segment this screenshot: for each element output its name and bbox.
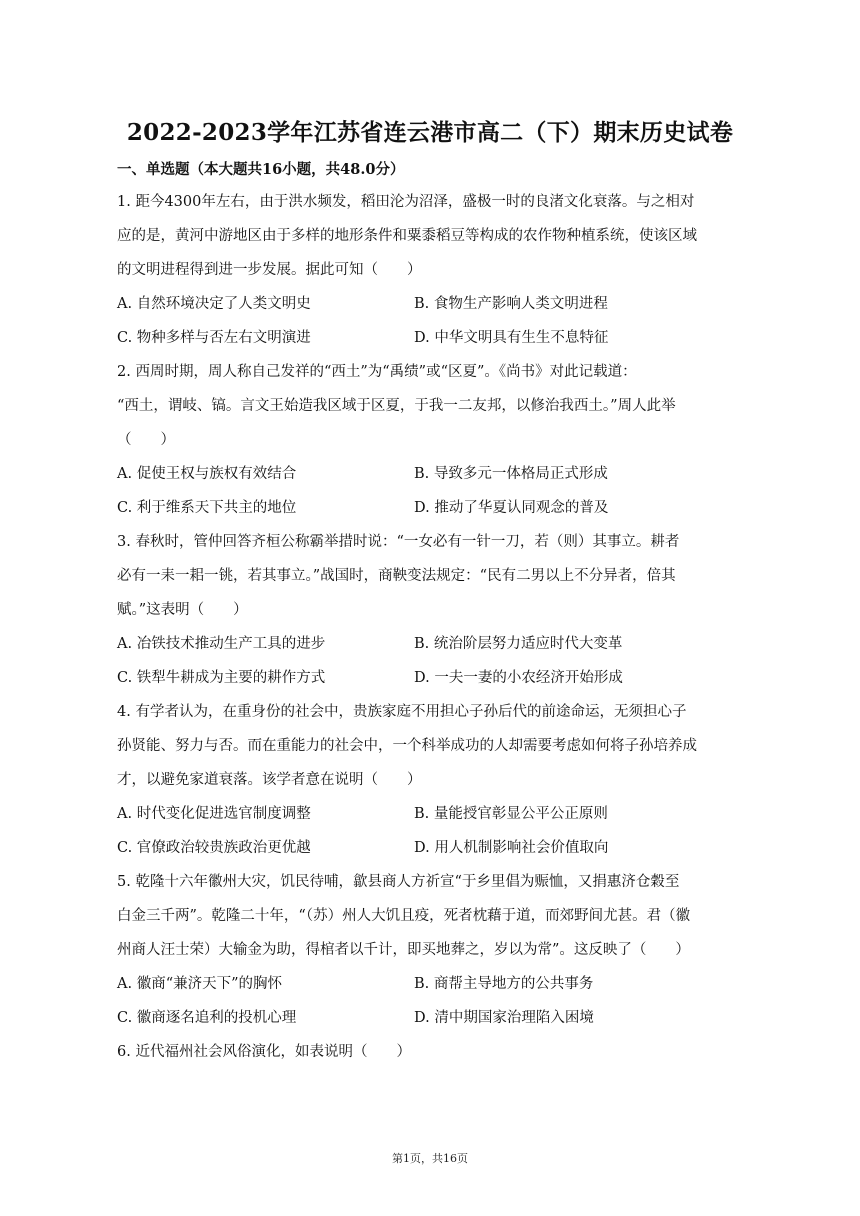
question-4-option-d: D. 用人机制影响社会价值取向: [414, 840, 609, 856]
question-6-line-1: 6. 近代福州社会风俗演化，如表说明（ ）: [117, 1044, 411, 1060]
question-1-line-1: 1. 距今4300年左右，由于洪水频发，稻田沦为沼泽，盛极一时的良渚文化衰落。与之相对: [117, 194, 695, 210]
question-1-option-b: B. 食物生产影响人类文明进程: [414, 296, 608, 312]
question-5-line-2: 白金三千两”。乾隆二十年，“（苏）州人大饥且疫，死者枕藉于道，而郊野间尤甚。君（徽: [117, 908, 691, 924]
question-5-line-1: 5. 乾隆十六年徽州大灾，饥民待哺，歙县商人方祈宣“于乡里倡为赈恤，又捐惠济仓穀至: [117, 874, 680, 890]
question-2-option-c: C. 利于维系天下共主的地位: [117, 500, 297, 516]
question-2-line-1: 2. 西周时期，周人称自己发祥的“西土”为“禹绩”或“区夏”。《尚书》对此记载道：: [117, 364, 637, 380]
question-4-option-a: A. 时代变化促进选官制度调整: [117, 806, 311, 822]
question-3-line-1: 3. 春秋时，管仲回答齐桓公称霸举措时说：“一女必有一针一刀，若（则）其事立。耕者: [117, 534, 680, 550]
question-2-line-3: （ ）: [117, 432, 175, 448]
page-footer: 第1页，共16页: [392, 1152, 468, 1165]
question-1-line-3: 的文明进程得到进一步发展。据此可知（ ）: [117, 262, 422, 278]
question-3-option-d: D. 一夫一妻的小农经济开始形成: [414, 670, 623, 686]
question-1-line-2: 应的是，黄河中游地区由于多样的地形条件和粟黍稻豆等构成的农作物种植系统，使该区域: [117, 228, 697, 244]
question-4-option-b: B. 量能授官彰显公平公正原则: [414, 806, 608, 822]
question-4-option-c: C. 官僚政治较贵族政治更优越: [117, 840, 311, 856]
question-2-line-2: “西土，谓岐、镐。言文王始造我区域于区夏，于我一二友邦，以修治我西土。”周人此举: [117, 398, 676, 414]
question-2-option-b: B. 导致多元一体格局正式形成: [414, 466, 608, 482]
question-1-option-c: C. 物种多样与否左右文明演进: [117, 330, 311, 346]
question-5-option-b: B. 商帮主导地方的公共事务: [414, 976, 594, 992]
question-2-option-d: D. 推动了华夏认同观念的普及: [414, 500, 609, 516]
question-1-option-d: D. 中华文明具有生生不息特征: [414, 330, 609, 346]
question-2-option-a: A. 促使王权与族权有效结合: [117, 466, 297, 482]
section-heading: 一、单选题（本大题共16小题，共48.0分）: [117, 161, 405, 178]
question-5-option-c: C. 徽商逐名追利的投机心理: [117, 1010, 297, 1026]
question-3-line-3: 赋。”这表明（ ）: [117, 602, 248, 618]
question-5-line-3: 州商人汪士荣）大输金为助，得棺者以千计，即买地葬之，岁以为常”。这反映了（ ）: [117, 942, 690, 958]
question-4-line-2: 孙贤能、努力与否。而在重能力的社会中，一个科举成功的人却需要考虑如何将子孙培养成: [117, 738, 697, 754]
question-3-line-2: 必有一耒一耜一铫，若其事立。”战国时，商鞅变法规定：“民有二男以上不分异者，倍其: [117, 568, 676, 584]
question-4-line-3: 才，以避免家道衰落。该学者意在说明（ ）: [117, 772, 422, 788]
question-3-option-c: C. 铁犁牛耕成为主要的耕作方式: [117, 670, 326, 686]
question-1-option-a: A. 自然环境决定了人类文明史: [117, 296, 311, 312]
exam-title: 2022-2023学年江苏省连云港市高二（下）期末历史试卷: [126, 119, 734, 146]
question-5-option-d: D. 清中期国家治理陷入困境: [414, 1010, 594, 1026]
question-3-option-a: A. 冶铁技术推动生产工具的进步: [117, 636, 326, 652]
question-5-option-a: A. 徽商“兼济天下”的胸怀: [117, 976, 283, 992]
question-4-line-1: 4. 有学者认为，在重身份的社会中，贵族家庭不用担心子孙后代的前途命运，无须担心子: [117, 704, 687, 720]
question-3-option-b: B. 统治阶层努力适应时代大变革: [414, 636, 623, 652]
